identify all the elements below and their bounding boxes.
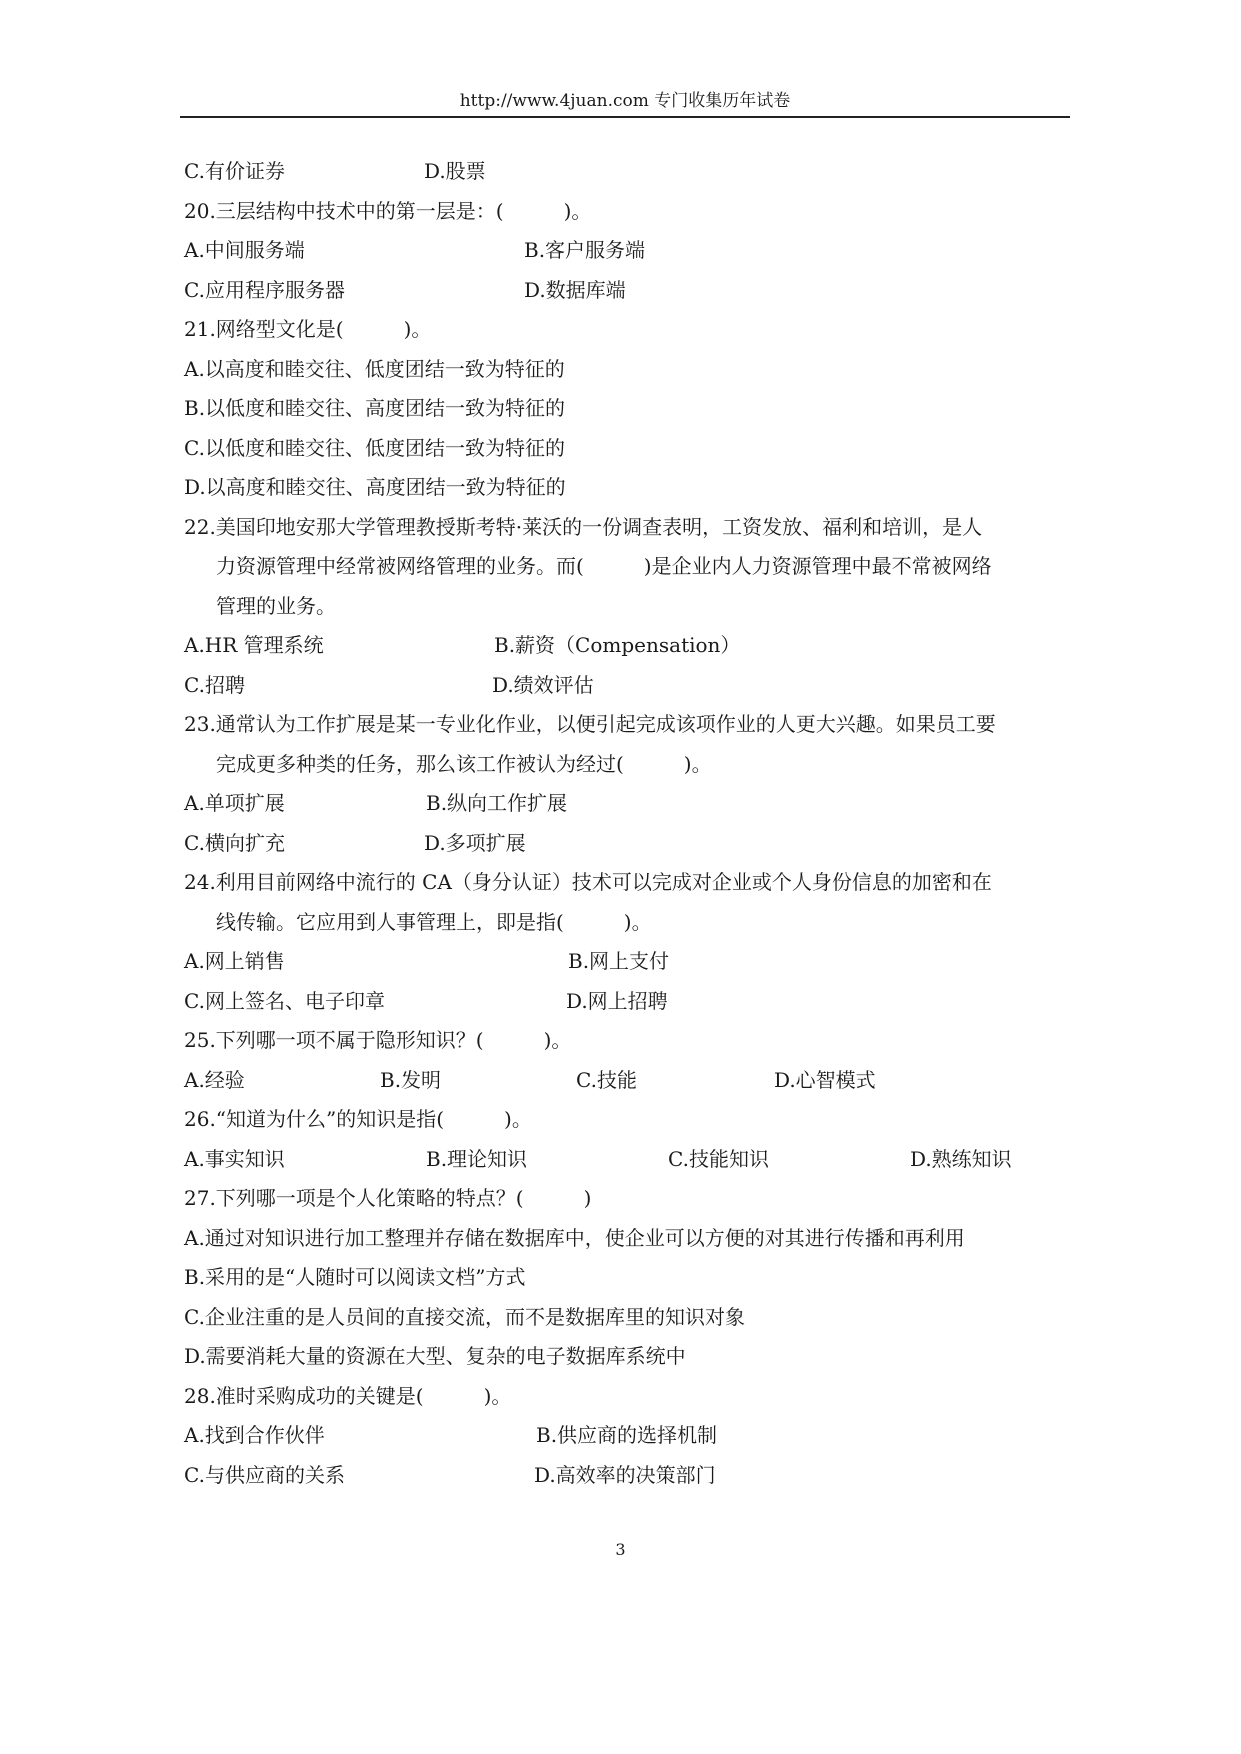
- option-text: A.单项扩展: [184, 791, 285, 815]
- header-rule: [180, 116, 1070, 118]
- options-row: [184, 942, 1070, 982]
- question-line: B.以低度和睦交往、高度团结一致为特征的: [184, 396, 566, 420]
- option-text: D.股票: [424, 159, 486, 183]
- options-row: [184, 152, 1070, 192]
- option-text: C.与供应商的关系: [184, 1462, 345, 1487]
- question-list: [184, 152, 1070, 1495]
- option-text: A.中间服务端: [184, 238, 305, 262]
- option-text: B.薪资（Compensation）: [494, 633, 741, 657]
- options-row: [184, 824, 1070, 864]
- page-header: http://www.4juan.com 专门收集历年试卷: [459, 91, 791, 111]
- question-line: C.以低度和睦交往、低度团结一致为特征的: [184, 435, 565, 460]
- option-text: C.应用程序服务器: [184, 277, 345, 302]
- page-number: 3: [615, 1540, 626, 1559]
- options-row: [184, 982, 1070, 1022]
- option-text: D.心智模式: [774, 1067, 876, 1092]
- option-text: D.熟练知识: [910, 1146, 1012, 1171]
- options-row: [184, 1140, 1070, 1180]
- option-text: A.事实知识: [184, 1146, 285, 1171]
- options-row: [184, 626, 1070, 666]
- option-text: D.多项扩展: [424, 830, 526, 855]
- question-line: D.需要消耗大量的资源在大型、复杂的电子数据库系统中: [184, 1344, 686, 1368]
- option-text: C.网上签名、电子印章: [184, 988, 385, 1013]
- option-text: B.理论知识: [426, 1146, 528, 1171]
- question-line: 28.准时采购成功的关键是( )。: [184, 1383, 512, 1408]
- options-row: [184, 1416, 1070, 1456]
- question-line: C.企业注重的是人员间的直接交流，而不是数据库里的知识对象: [184, 1304, 745, 1329]
- question-line: B.采用的是“人随时可以阅读文档”方式: [184, 1265, 526, 1289]
- option-text: D.网上招聘: [566, 988, 668, 1013]
- option-text: B.发明: [380, 1067, 442, 1092]
- option-text: C.技能: [576, 1067, 637, 1092]
- question-line: A.以高度和睦交往、低度团结一致为特征的: [184, 356, 565, 381]
- option-text: D.数据库端: [524, 277, 626, 302]
- question-continuation: 管理的业务。: [216, 593, 336, 618]
- option-text: A.HR 管理系统: [184, 633, 324, 657]
- option-text: A.经验: [184, 1067, 245, 1092]
- option-text: C.横向扩充: [184, 830, 285, 855]
- options-row: [184, 1061, 1070, 1101]
- options-row: [184, 271, 1070, 311]
- option-text: D.高效率的决策部门: [534, 1462, 716, 1487]
- option-text: B.供应商的选择机制: [536, 1423, 718, 1447]
- question-line: 24.利用目前网络中流行的 CA（身分认证）技术可以完成对企业或个人身份信息的加密和在: [184, 870, 992, 894]
- option-text: C.招聘: [184, 672, 245, 697]
- option-text: A.找到合作伙伴: [184, 1423, 325, 1447]
- question-line: 23.通常认为工作扩展是某一专业化作业，以便引起完成该项作业的人更大兴趣。如果员工要: [184, 712, 996, 736]
- question-line: 22.美国印地安那大学管理教授斯考特·莱沃的一份调查表明，工资发放、福利和培训，是人: [184, 514, 983, 539]
- option-text: D.绩效评估: [492, 672, 594, 697]
- question-line: A.通过对知识进行加工整理并存储在数据库中，使企业可以方便的对其进行传播和再利用: [184, 1225, 965, 1250]
- question-line: 21.网络型文化是( )。: [184, 317, 432, 341]
- question-line: D.以高度和睦交往、高度团结一致为特征的: [184, 475, 566, 499]
- question-line: 26.“知道为什么”的知识是指( )。: [184, 1107, 532, 1131]
- question-line: 25.下列哪一项不属于隐形知识？( )。: [184, 1028, 572, 1052]
- options-row: [184, 1456, 1070, 1496]
- question-continuation: 力资源管理中经常被网络管理的业务。而( )是企业内人力资源管理中最不常被网络: [216, 554, 992, 578]
- option-text: B.网上支付: [568, 949, 670, 973]
- option-text: C.技能知识: [668, 1146, 769, 1171]
- question-continuation: 完成更多种类的任务，那么该工作被认为经过( )。: [216, 751, 712, 776]
- option-text: C.有价证券: [184, 159, 285, 183]
- options-row: [184, 784, 1070, 824]
- question-continuation: 线传输。它应用到人事管理上，即是指( )。: [216, 909, 652, 934]
- question-line: 27.下列哪一项是个人化策略的特点？( ): [184, 1186, 592, 1210]
- option-text: B.纵向工作扩展: [426, 791, 568, 815]
- options-row: [184, 666, 1070, 706]
- options-row: [184, 231, 1070, 271]
- option-text: B.客户服务端: [524, 238, 646, 262]
- question-line: 20.三层结构中技术中的第一层是：( )。: [184, 198, 592, 223]
- option-text: A.网上销售: [184, 949, 285, 973]
